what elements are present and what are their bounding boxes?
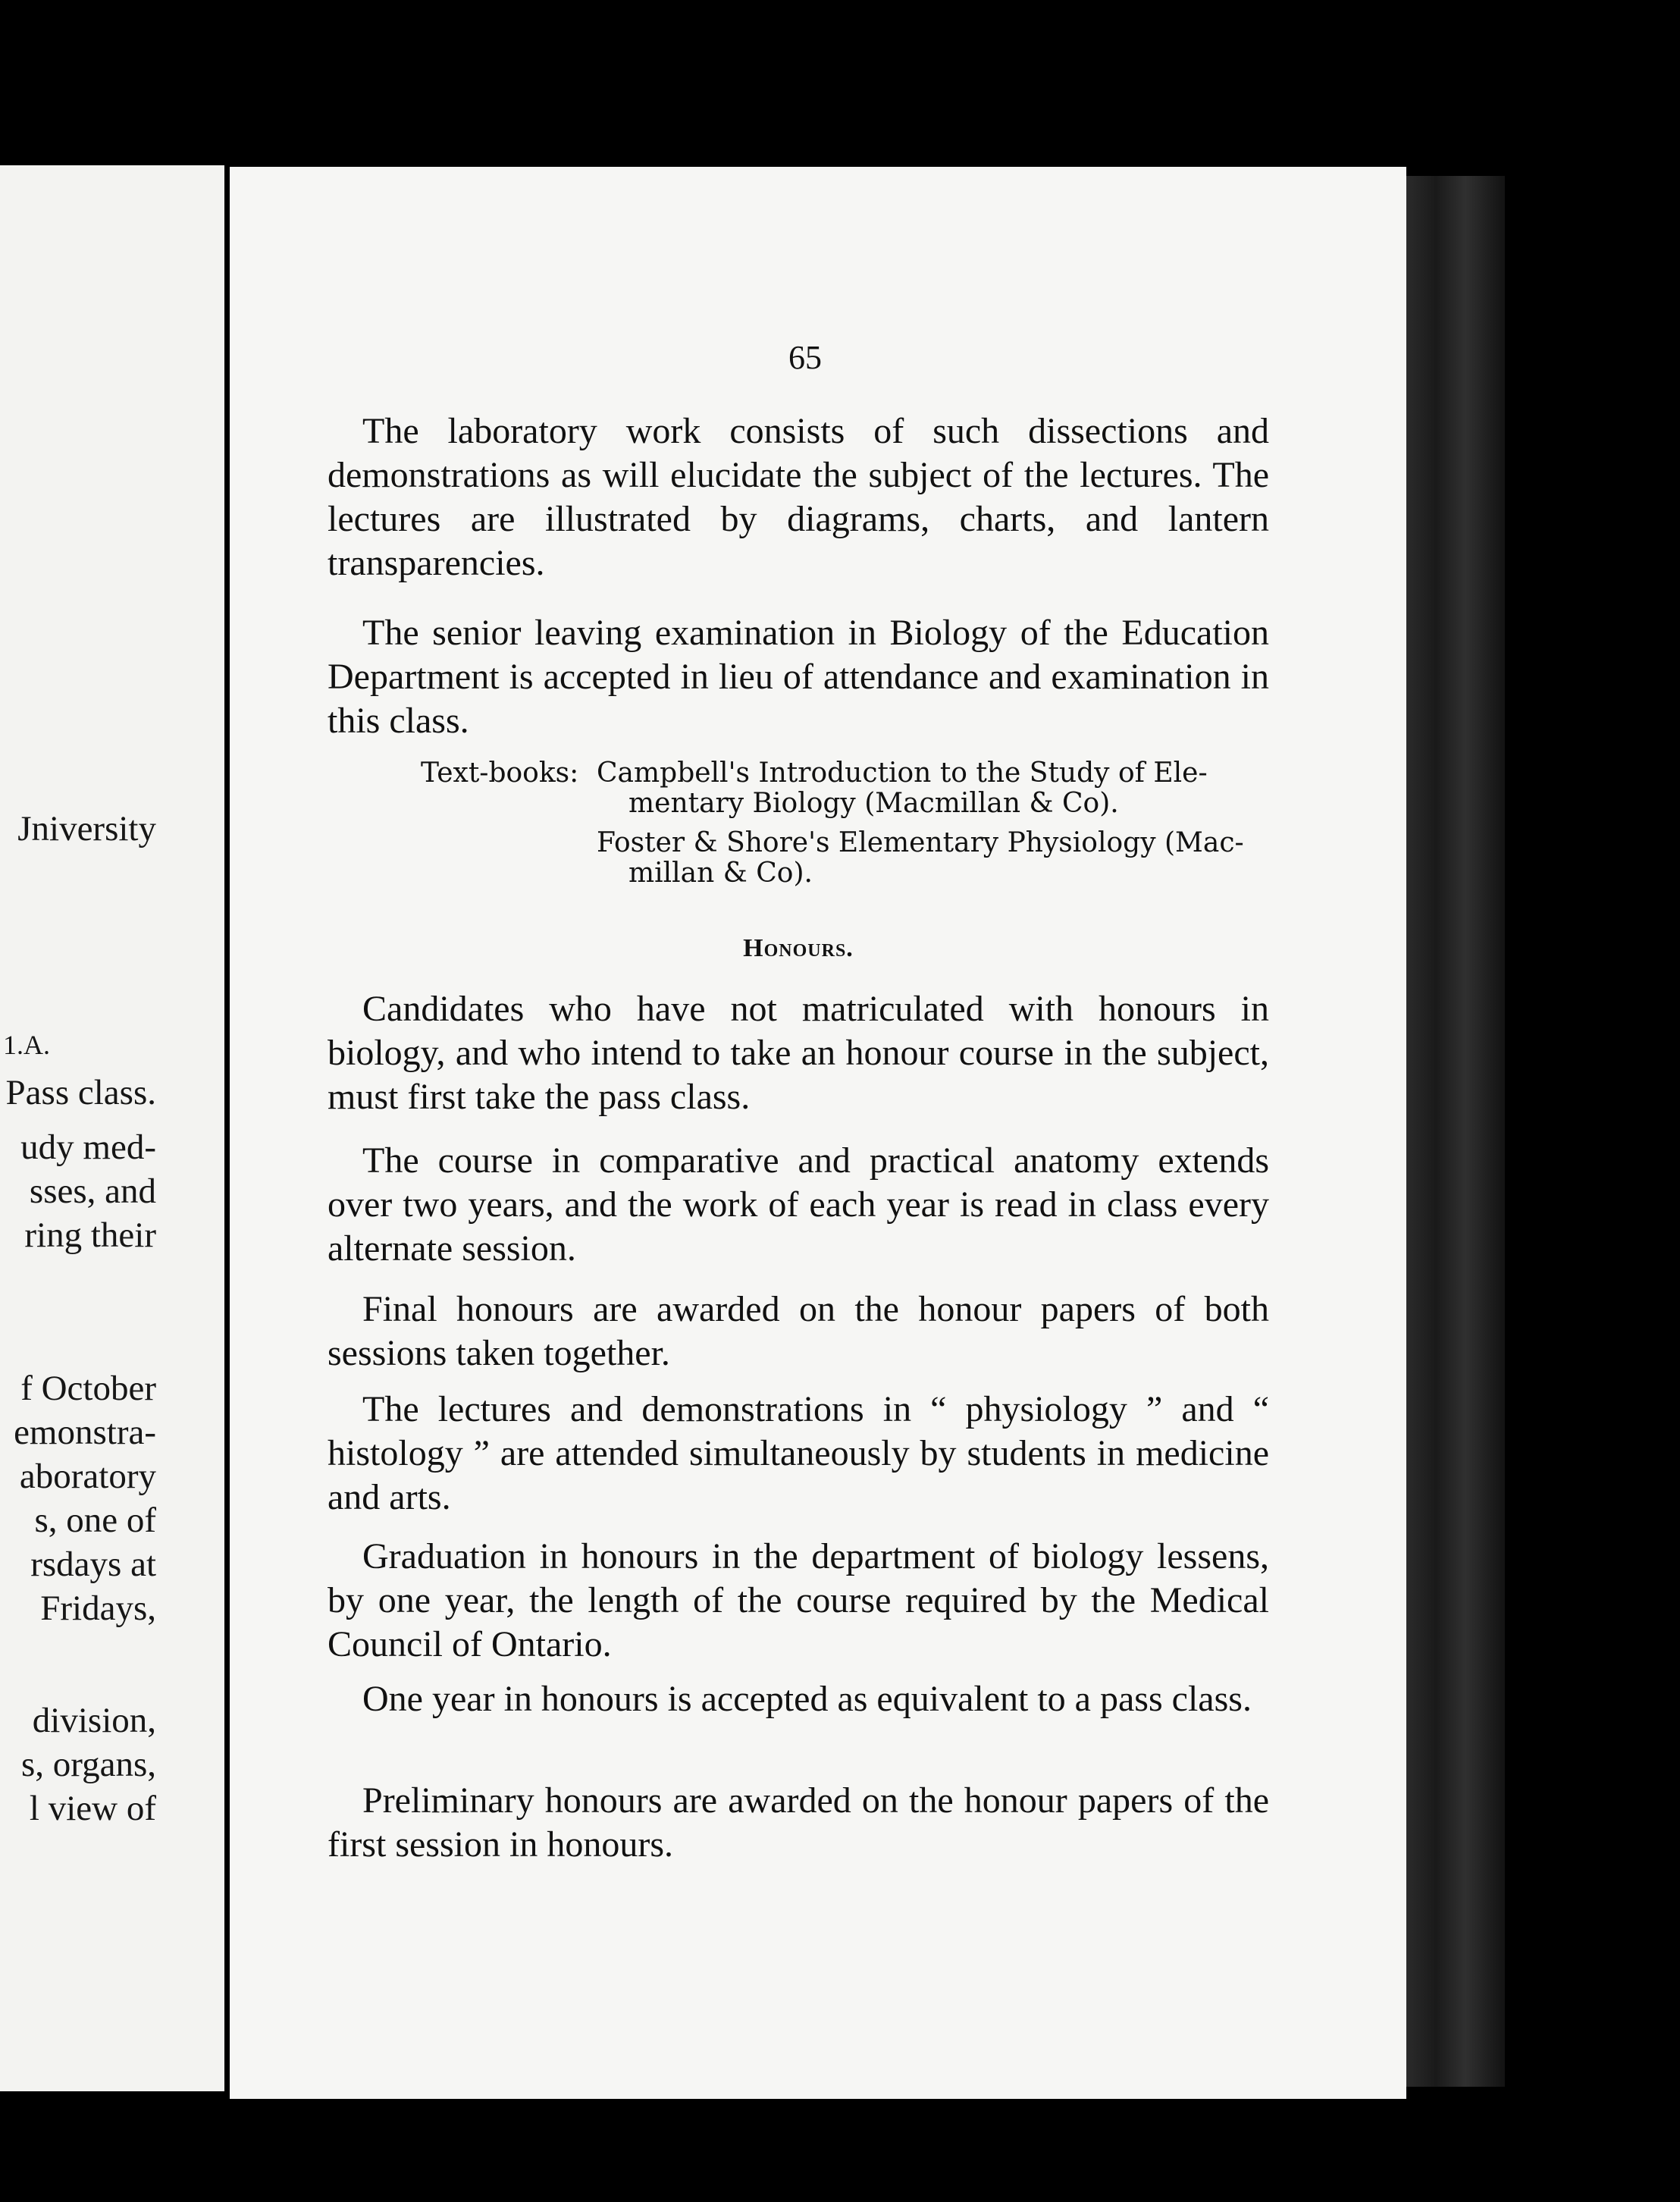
textbooks-label: Text-books: <box>421 758 579 789</box>
paragraph: The laboratory work consists of such dissections and demonstrations as will elucidate the subject of the lectures. The lectures are illustrated by diagrams, charts, and lantern transparencies. <box>328 411 1269 583</box>
section-heading: Honours. <box>743 934 854 962</box>
left-page-fragment: Pass class. <box>5 1073 156 1112</box>
paragraph: The senior leaving examination in Biology of the Education Department is accepted in lieu of attendance and examination in this class. <box>328 613 1269 741</box>
paragraph: Graduation in honours in the department of biology lessens, by one year, the length of the course required by the Medical Council of Ontario. <box>328 1536 1269 1664</box>
left-page-fragment: s, organs, <box>21 1745 156 1784</box>
paragraph: Candidates who have not matriculated with honours in biology, and who intend to take an honour course in the subject, must first take the pass class. <box>328 989 1269 1117</box>
paragraph: Final honours are awarded on the honour papers of both sessions taken together. <box>328 1289 1269 1373</box>
textbook-citation <box>597 828 1264 889</box>
paragraph: One year in honours is accepted as equivalent to a pass class. <box>362 1679 1252 1719</box>
left-page-fragment: ring their <box>24 1215 156 1255</box>
left-page-fragment: Fridays, <box>40 1589 156 1628</box>
citation-line: Foster & Shore's Elementary Physiology (Mac- <box>597 827 1244 858</box>
left-page-fragment: emonstra- <box>14 1413 156 1452</box>
paragraph: Preliminary honours are awarded on the honour papers of the first session in honours. <box>328 1780 1269 1865</box>
left-page-fragment: aboratory <box>19 1457 156 1496</box>
left-page-fragment: 1.A. <box>3 1030 50 1060</box>
page-edge-shadow <box>1406 176 1505 2087</box>
paragraph: The lectures and demonstrations in “ physiology ” and “ histology ” are attended simultaneously by students in medicine and arts. <box>328 1389 1269 1517</box>
left-page-fragment: s, one of <box>34 1501 156 1540</box>
left-page-fragment: udy med- <box>20 1128 156 1167</box>
left-page-fragment: sses, and <box>29 1172 156 1211</box>
page-number: 65 <box>788 339 822 376</box>
paragraph: The course in comparative and practical anatomy extends over two years, and the work of each year is read in class every alternate session. <box>328 1140 1269 1269</box>
left-facing-page <box>0 165 224 2091</box>
left-page-fragment: l view of <box>29 1789 156 1828</box>
left-page-fragment: rsdays at <box>30 1545 156 1584</box>
citation-line: Campbell's Introduction to the Study of Ele- <box>597 758 1208 789</box>
left-page-fragment: f October <box>20 1369 156 1408</box>
citation-line: mentary Biology (Macmillan & Co). <box>628 788 1119 819</box>
textbook-citation <box>597 758 1264 819</box>
citation-line: millan & Co). <box>628 858 813 889</box>
left-page-fragment: Jniversity <box>17 809 156 848</box>
left-page-fragment: division, <box>32 1701 156 1740</box>
